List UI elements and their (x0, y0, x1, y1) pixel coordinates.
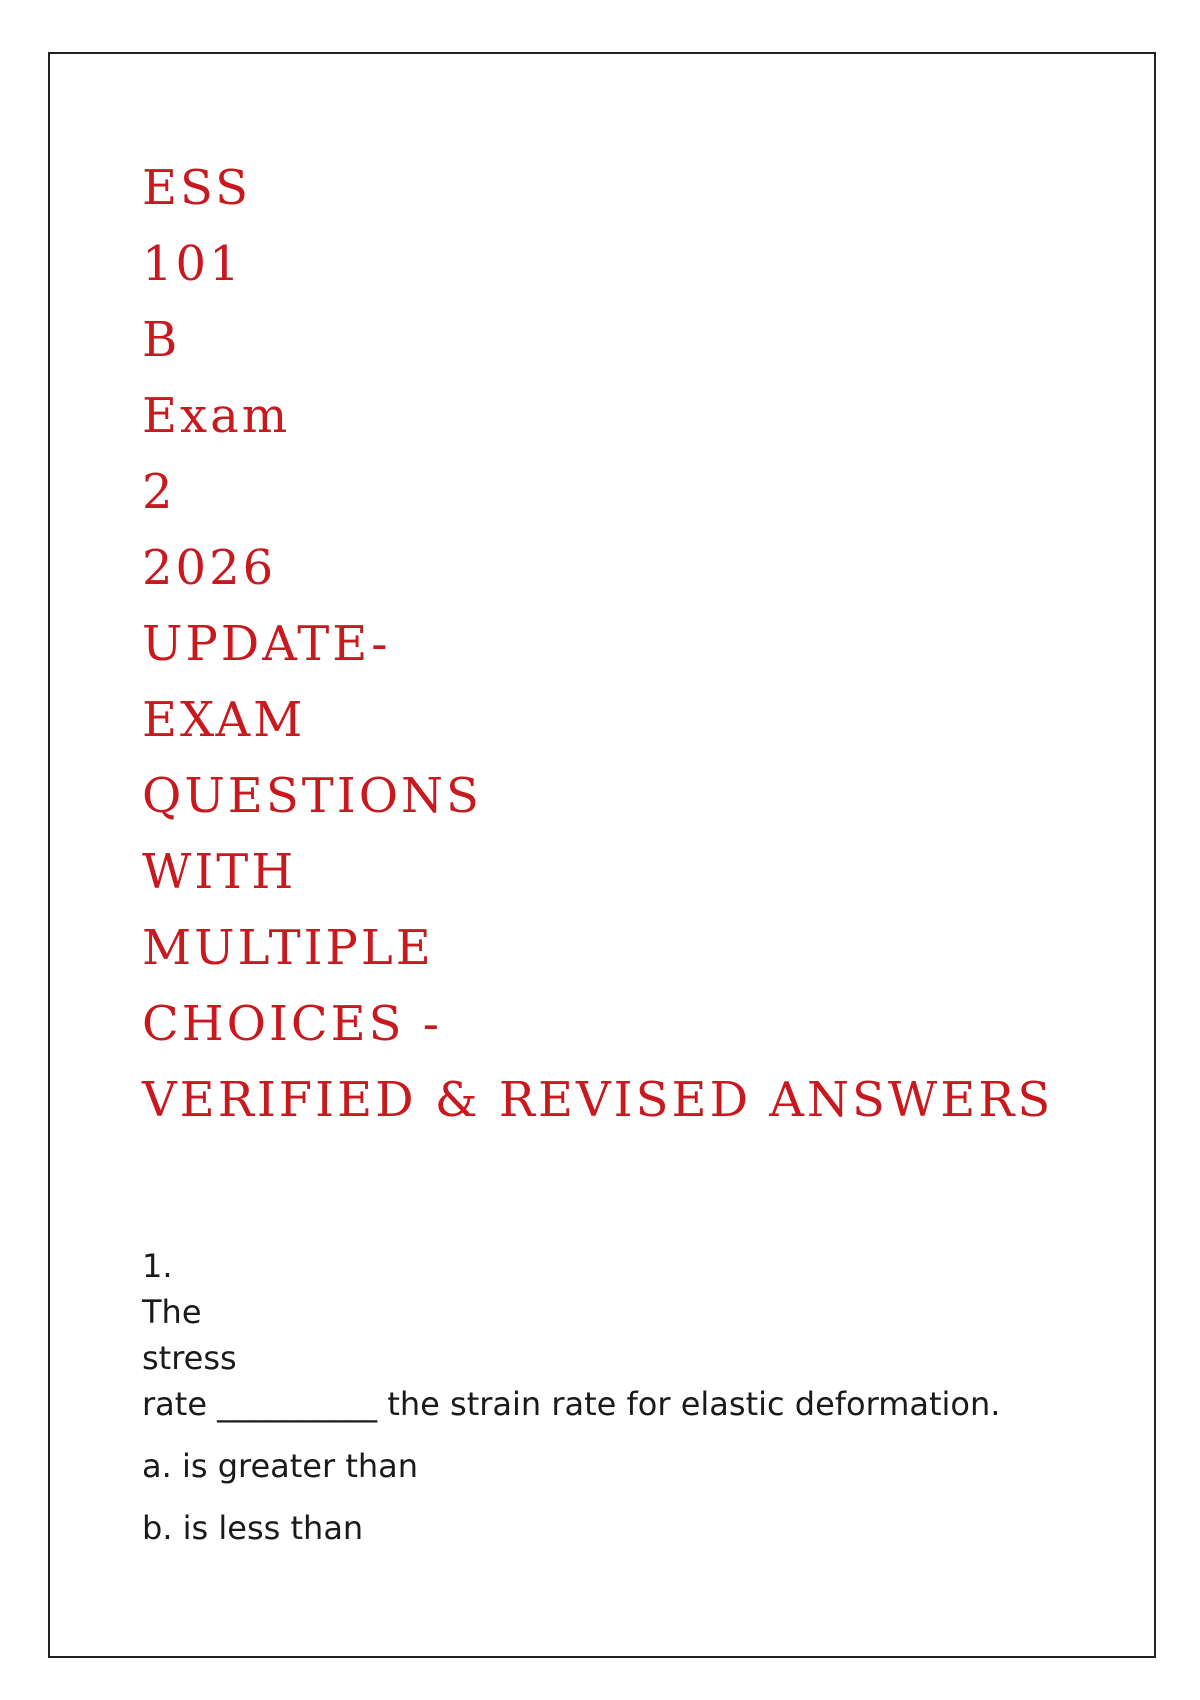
question-stem-prefix: rate (142, 1385, 207, 1423)
title-line: B (142, 312, 181, 368)
title-line: ESS (142, 160, 251, 216)
question-stem-line: stress (142, 1339, 237, 1377)
answer-choice-a: a. is greater than (142, 1447, 419, 1485)
question-stem-line (142, 1381, 1000, 1427)
document-title (142, 150, 1053, 1138)
title-line: 2026 (142, 540, 277, 596)
title-line: CHOICES - (142, 996, 443, 1052)
question-1 (142, 1243, 1000, 1567)
title-line: Exam (142, 388, 291, 444)
title-line: EXAM (142, 692, 306, 748)
title-line: VERIFIED & REVISED ANSWERS (142, 1072, 1054, 1128)
answer-choices (142, 1443, 1000, 1567)
title-line: 101 (142, 236, 243, 292)
title-line: QUESTIONS (142, 768, 482, 824)
title-line: MULTIPLE (142, 920, 434, 976)
fill-in-blank: __________ (217, 1385, 378, 1423)
title-line: WITH (142, 844, 297, 900)
question-number: 1. (142, 1247, 173, 1285)
title-line: UPDATE- (142, 616, 391, 672)
title-line: 2 (142, 464, 176, 520)
question-stem-line: The (142, 1293, 202, 1331)
question-stem-suffix: the strain rate for elastic deformation. (387, 1385, 1001, 1423)
answer-choice-b: b. is less than (142, 1509, 364, 1547)
